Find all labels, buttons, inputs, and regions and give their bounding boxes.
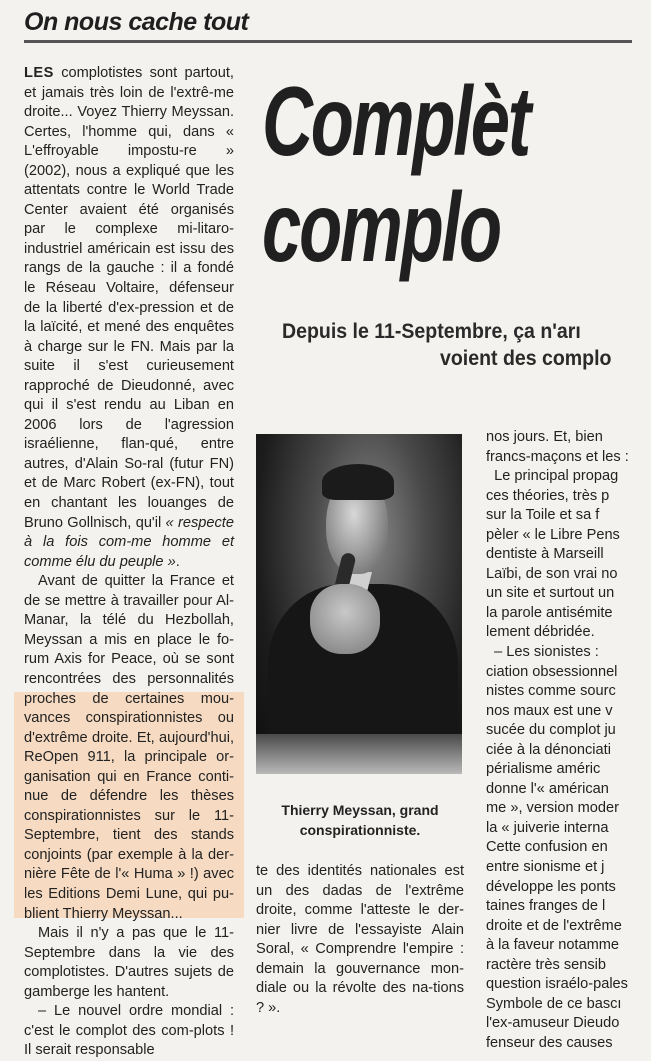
paragraph-4: – Le nouvel ordre mondial : c'est le complot des com-plots ! Il serait responsable [24,1003,234,1059]
article-column-1 [24,64,234,1061]
header-rule [24,40,632,43]
column-4-line: me », version moder [486,800,620,817]
headline-line-2: complo [262,172,500,282]
column-4-line: l'ex-amuseur Dieudo [486,1015,620,1032]
column-4-line: Cette confusion en [486,839,608,856]
highlighted-text: d'extrême droite. Et, aujourd'hui, ReOpen 911, la principale or-ganisation qui en France conti-nue de défendre les thèses conspirationnistes sur le 11-Septembre, tient des stands conjoints (par exemple à la der-nière Fête de l'« Huma » !) avec les Editions Demi Lune, qui pu-blient Thierry Meyssan... [24,729,234,922]
column-4-line: un site et surtout un [486,585,615,602]
paragraph-2-text: Avant de quitter la France et de se mettre à travailler pour Al-Manar, la télé du Hezbollah, Meyssan a mis en place le fo-rum Axis for Peace, où se sont rencontrées des personnalités proches de certaines mou-vances conspirationnistes ou [24,573,234,727]
paragraph-1 [24,64,234,572]
column-4-line: Laïbi, de son vrai no [486,565,618,582]
article-column-4 [486,428,651,1054]
paragraph-1-end: . [175,553,180,570]
column-4-line: nistes comme sourc [486,683,616,700]
column-4-line: lement débridée. [486,624,595,641]
column-4-line: sur la Toile et sa f [486,507,600,524]
column-4-line: la « juiverie interna [486,819,609,836]
caption-line-2: conspirationniste. [299,822,421,838]
column-4-line: question israélo-pales [486,976,628,993]
column-4-line: développe les ponts [486,878,616,895]
headline-line-1: Complèt [262,66,530,176]
paragraph-2 [24,572,234,924]
column-4-line: dentiste à Marseill [486,546,604,563]
paragraph-1-text: complotistes sont partout, et jamais très loin de l'extrê-me droite... Voyez Thierry Meyssan. Certes, l'homme qui, dans « L'effroyable impostu-re » (2002), nous a expliqué que les attentats contre le World Trade Center avaient été organisés par le complexe mi-litaro-industriel américain est issu des rangs de la gauche : il a fondé le Réseau Voltaire, défenseur de la liberté d'ex-pression et de la laïcité, et mené des enquêtes à charge sur le FN. Mais par la suite il s'est curieusement rapproché de Dieudonné, avec qui il s'est rendu au Liban en 2006 lors de l'agression israélienne, flan-qué, entre autres, d'Alain So-ral (futur FN) et de Marc Robert (ex-FN), tout en chantant les louanges de Bruno Gollnisch, qu'il [24,65,234,531]
column-4-line: ciée à la dénonciati [486,741,611,758]
column-4-line: droite et de l'extrême [486,917,622,934]
caption-line-1: Thierry Meyssan, grand [281,802,439,818]
column-4-line: nos jours. Et, bien [486,429,603,445]
column-4-line: pèler « le Libre Pens [486,526,620,543]
portrait-photo [256,434,462,774]
column-4-line: Le principal propag [486,468,619,485]
column-4-line: à la faveur notamme [486,937,620,954]
lead-word: LES [24,65,54,81]
photo-hand [310,584,380,654]
paragraph-3-text: complotistes. D'autres sujets de gamberge les hantent. [24,964,234,1000]
column-4-line: sucée du complot ju [486,722,616,739]
column-4-line: francs-maçons et les : [486,448,629,465]
column-4-line: la parole antisémite [486,604,613,621]
column-4-line: fenseur des causes [486,1034,613,1051]
paragraph-3 [24,924,234,1002]
column-4-line: Symbole de ce bascı [486,995,622,1012]
photo-desk [256,734,462,774]
column-4-line: – Les sionistes : [486,644,599,661]
column-4-line: nos maux est une v [486,702,613,719]
photo-hair [322,464,394,500]
column-3-text: te des identités nationales est un des dadas de l'extrême droite, comme l'atteste le der-nier livre de l'essayiste Alain Soral, « Comprendre l'empire : demain la gouvernance mon-diale ou la révolte des na-tions ? ». [256,863,464,1016]
column-4-line: ciation obsessionnel [486,663,618,680]
column-4-line: ractère très sensib [486,956,607,973]
article-column-3 [256,862,464,1018]
photo-caption [262,800,458,840]
section-header: On nous cache tout [24,8,249,36]
column-4-line: périalisme améric [486,761,601,778]
column-4-line: entre sionisme et j [486,859,605,876]
column-4-line: taines franges de l [486,898,606,915]
highlighted-text-2: Mais il n'y a pas que le 11-Septembre dans la vie des [24,925,234,961]
deck-line-2: voient des complo [440,347,612,370]
column-4-line: ces théories, très p [486,487,610,504]
deck-line-1: Depuis le 11-Septembre, ça n'arı [282,320,581,343]
column-4-line: donne l'« américan [486,780,609,797]
quote: « respecte à la fois com-me homme et comme élu du peuple » [24,514,234,570]
